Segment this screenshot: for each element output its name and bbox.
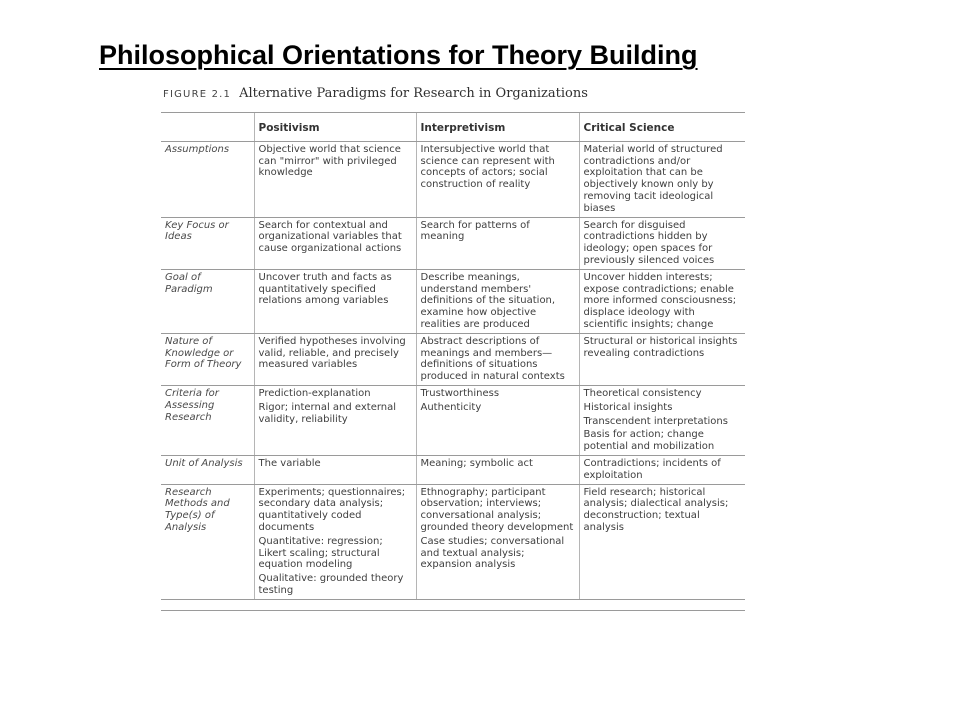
critical-science-cell xyxy=(579,333,745,385)
cell-text: Meaning; symbolic act xyxy=(420,457,533,469)
interpretivism-cell xyxy=(416,455,579,484)
critical-science-cell xyxy=(579,455,745,484)
cell-text: Case studies; conversational and textual analysis; expansion analysis xyxy=(420,535,565,571)
critical-science-cell xyxy=(579,217,745,269)
positivism-cell xyxy=(254,385,416,455)
row-label: Key Focus or Ideas xyxy=(161,217,254,269)
cell-text: Prediction-explanation xyxy=(258,387,371,399)
cell-text: Trustworthiness xyxy=(420,387,500,399)
interpretivism-cell xyxy=(416,217,579,269)
table-row xyxy=(161,217,745,269)
cell-text: Transcendent interpretations xyxy=(583,415,728,427)
cell-text: Intersubjective world that science can represent with concepts of actors; social construction of reality xyxy=(420,143,555,191)
cell-text: Uncover truth and facts as quantitatively specified relations among variables xyxy=(258,271,392,307)
row-label: Research Methods and Type(s) of Analysis xyxy=(161,484,254,599)
row-label: Assumptions xyxy=(161,141,254,217)
cell-text: Rigor; internal and external validity, reliability xyxy=(258,401,397,425)
cell-text: Search for disguised contradictions hidden by ideology; open spaces for previously silenced voices xyxy=(583,219,715,266)
positivism-cell xyxy=(254,484,416,599)
figure-caption xyxy=(161,86,745,113)
interpretivism-cell xyxy=(416,141,579,217)
cell-text: Structural or historical insights revealing contradictions xyxy=(583,335,738,359)
cell-text: Uncover hidden interests; expose contradictions; enable more informed consciousness; displace ideology with scientific insights; change xyxy=(583,271,737,330)
cell-text: Search for patterns of meaning xyxy=(420,219,530,243)
positivism-cell xyxy=(254,217,416,269)
table-row xyxy=(161,484,745,599)
figure-caption-text: Alternative Paradigms for Research in Organizations xyxy=(239,86,588,101)
positivism-cell xyxy=(254,269,416,333)
cell-text: Historical insights xyxy=(583,401,673,413)
cell-text: Describe meanings, understand members' definitions of the situation, examine how objective realities are produced xyxy=(420,271,556,330)
figure-bottom-rule xyxy=(161,600,745,611)
cell-text: Qualitative: grounded theory testing xyxy=(258,573,404,596)
interpretivism-cell xyxy=(416,269,579,333)
interpretivism-cell xyxy=(416,484,579,599)
row-label: Nature of Knowledge or Form of Theory xyxy=(161,333,254,385)
cell-text: Objective world that science can "mirror" with privileged knowledge xyxy=(258,143,401,179)
interpretivism-cell xyxy=(416,333,579,385)
paradigms-table xyxy=(161,113,745,600)
cell-text: Basis for action; change potential and mobilization xyxy=(583,429,715,453)
table-body xyxy=(161,141,745,599)
table-header-row xyxy=(161,113,745,141)
cell-text: Field research; historical analysis; dialectical analysis; deconstruction; textual analysis xyxy=(583,486,729,533)
cell-text: Quantitative: regression; Likert scaling; structural equation modeling xyxy=(258,535,383,571)
table-row xyxy=(161,333,745,385)
row-label: Goal of Paradigm xyxy=(161,269,254,333)
row-label: Unit of Analysis xyxy=(161,455,254,484)
column-header-blank xyxy=(161,113,254,141)
cell-text: Theoretical consistency xyxy=(583,387,702,399)
column-header-positivism: Positivism xyxy=(254,113,416,141)
cell-text: Ethnography; participant observation; interviews; conversational analysis; grounded theory development xyxy=(420,486,574,533)
figure-label: FIGURE 2.1 xyxy=(163,89,232,100)
table-row xyxy=(161,385,745,455)
cell-text: The variable xyxy=(258,457,321,469)
cell-text: Search for contextual and organizational variables that cause organizational actions xyxy=(258,219,402,255)
cell-text: Contradictions; incidents of exploitation xyxy=(583,457,721,481)
cell-text: Authenticity xyxy=(420,401,482,413)
column-header-interpretivism: Interpretivism xyxy=(416,113,579,141)
row-label: Criteria for Assessing Research xyxy=(161,385,254,455)
table-row xyxy=(161,141,745,217)
table-row xyxy=(161,455,745,484)
critical-science-cell xyxy=(579,385,745,455)
positivism-cell xyxy=(254,141,416,217)
positivism-cell xyxy=(254,455,416,484)
interpretivism-cell xyxy=(416,385,579,455)
critical-science-cell xyxy=(579,484,745,599)
cell-text: Experiments; questionnaires; secondary data analysis; quantitatively coded documents xyxy=(258,486,406,533)
table-row xyxy=(161,269,745,333)
positivism-cell xyxy=(254,333,416,385)
cell-text: Verified hypotheses involving valid, reliable, and precisely measured variables xyxy=(258,335,406,371)
cell-text: Abstract descriptions of meanings and members—definitions of situations produced in natural contexts xyxy=(420,335,565,383)
cell-text: Material world of structured contradictions and/or exploitation that can be objectively known only by removing tacit ideological biases xyxy=(583,143,723,214)
critical-science-cell xyxy=(579,269,745,333)
figure-2-1 xyxy=(161,86,745,611)
critical-science-cell xyxy=(579,141,745,217)
slide-title: Philosophical Orientations for Theory Building xyxy=(99,40,698,70)
column-header-critical-science: Critical Science xyxy=(579,113,745,141)
